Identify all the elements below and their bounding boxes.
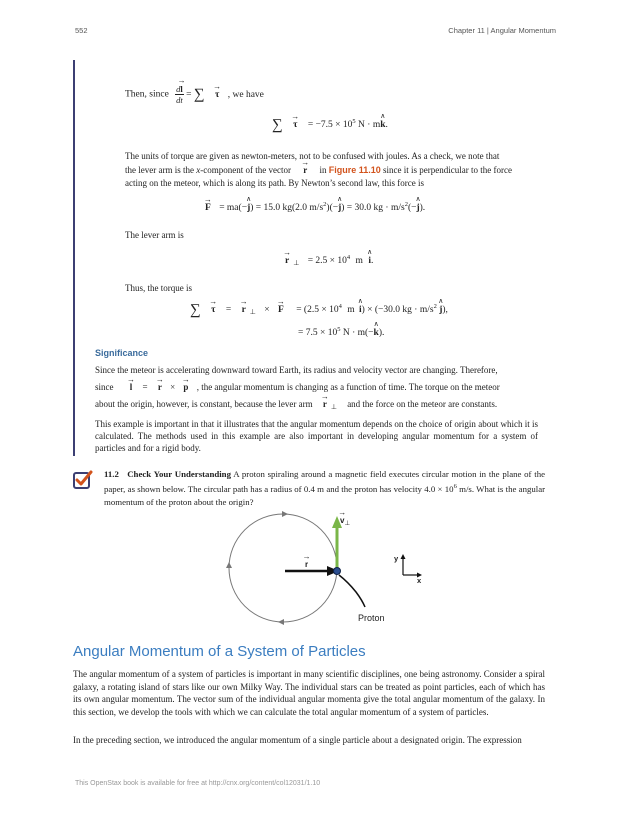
equation-torque-line-2: = $7.5 \times 10^5$ N · m(−∧ k).	[298, 326, 384, 338]
significance-heading: Significance	[95, 348, 149, 358]
check-understanding-text: 11.2 Check Your Understanding A proton spiraling around a magnetic field executes circular motion in the plane of the paper, as shown below. The circular path has a radius of 0.4 m and the proton has velocity $4.0 \times 10^6$ m/s. What is the angular momentum of the proton about the origin?	[104, 469, 546, 507]
y-axis-arrowhead	[401, 554, 406, 559]
equation-then-since: Then, since $\frac{d\to l}{dt}$ = ∑ → τ , we have	[125, 84, 264, 105]
velocity-label: → $v_\perp$	[340, 516, 350, 527]
section-heading: Angular Momentum of a System of Particles	[73, 643, 366, 660]
thus-torque-text: Thus, the torque is	[125, 283, 192, 293]
equation-net-torque: ∑ → $\tau = -7.5 \times 10^5$ N · m∧ k.	[272, 117, 388, 134]
example-sidebar-bar	[73, 60, 75, 456]
path-arrow-bottom	[278, 619, 284, 625]
significance-paragraph: Since the meteor is accelerating downward toward Earth, its radius and velocity vector are changing. Therefore, since → l = → r × → p , the angular momentum is changing as a function of time. The torque on the meteor about the origin, however, is constant, because the lever arm → r $_\perp$ and the force on the meteor are constants. This example is important in that it illustrates that the angular momentum depends on the choice of origin about which it is calculated. The methods used in this example are also important in developing angular momentum for a system of particles and for a rigid body.	[95, 364, 538, 454]
equation-torque-line-1: ∑ → τ = → r $_\perp$ × → $F = (2.5 \times 10^4$ m ∧ i) × (−30.0 kg · $m/s^2$ ∧ j),	[190, 302, 448, 319]
footer-text: This OpenStax book is available for free at http://cnx.org/content/col12031/1.10	[75, 780, 321, 787]
equation-lever-arm: → r $_\perp = 2.5 \times 10^4$ m ∧ i.	[285, 254, 373, 267]
derivative-fraction: $\frac{d\to l}{dt}$	[175, 84, 184, 105]
radius-label: → r	[305, 560, 308, 569]
check-understanding-icon	[73, 470, 93, 490]
proton-circular-motion-figure	[220, 510, 440, 628]
lever-arm-text: The lever arm is	[125, 230, 184, 240]
torque-units-paragraph: The units of torque are given as newton-meters, not to be confused with joules. As a check, we note that the lever arm is the x-component of the vector → r in Figure 11.10 since it is perpendicular to the force acting on the meteor, which is along its path. By Newton’s second law, this force is	[125, 150, 538, 191]
proton-dot	[334, 568, 341, 575]
page-number: 552	[75, 26, 88, 35]
section-paragraph-1: The angular momentum of a system of particles is important in many scientific disciplines, one being astronomy. Consider a spiral galaxy, a rotating island of stars like our own Milky Way. The individual stars can be treated as point particles, each of which has its own angular momentum. The vector sum of the individual angular momenta give the total angular momentum of the galaxy. In this section, we develop the tools with which we can calculate the total angular momentum of a system of particles.	[73, 669, 545, 717]
proton-label: Proton	[358, 613, 385, 623]
path-arrow-top	[282, 511, 288, 517]
section-paragraph-2: In the preceding section, we introduced the angular momentum of a single particle about a designated origin. The expression	[73, 735, 522, 745]
path-arrow-left	[226, 562, 232, 568]
figure-11-10-link[interactable]: Figure 11.10	[328, 164, 381, 175]
equation-force: → F = ma(−∧ j) = 15.0 kg(2.0 $m/s^2)(-\wedge$ j) = 30.0 kg · $m/s^2(-\wedge$ j).	[205, 201, 425, 213]
x-axis-label: x	[417, 576, 422, 585]
y-axis-label: y	[394, 554, 399, 563]
circular-path	[229, 514, 337, 622]
proton-pointer-line	[339, 575, 365, 607]
chapter-header: Chapter 11 | Angular Momentum	[448, 26, 556, 35]
